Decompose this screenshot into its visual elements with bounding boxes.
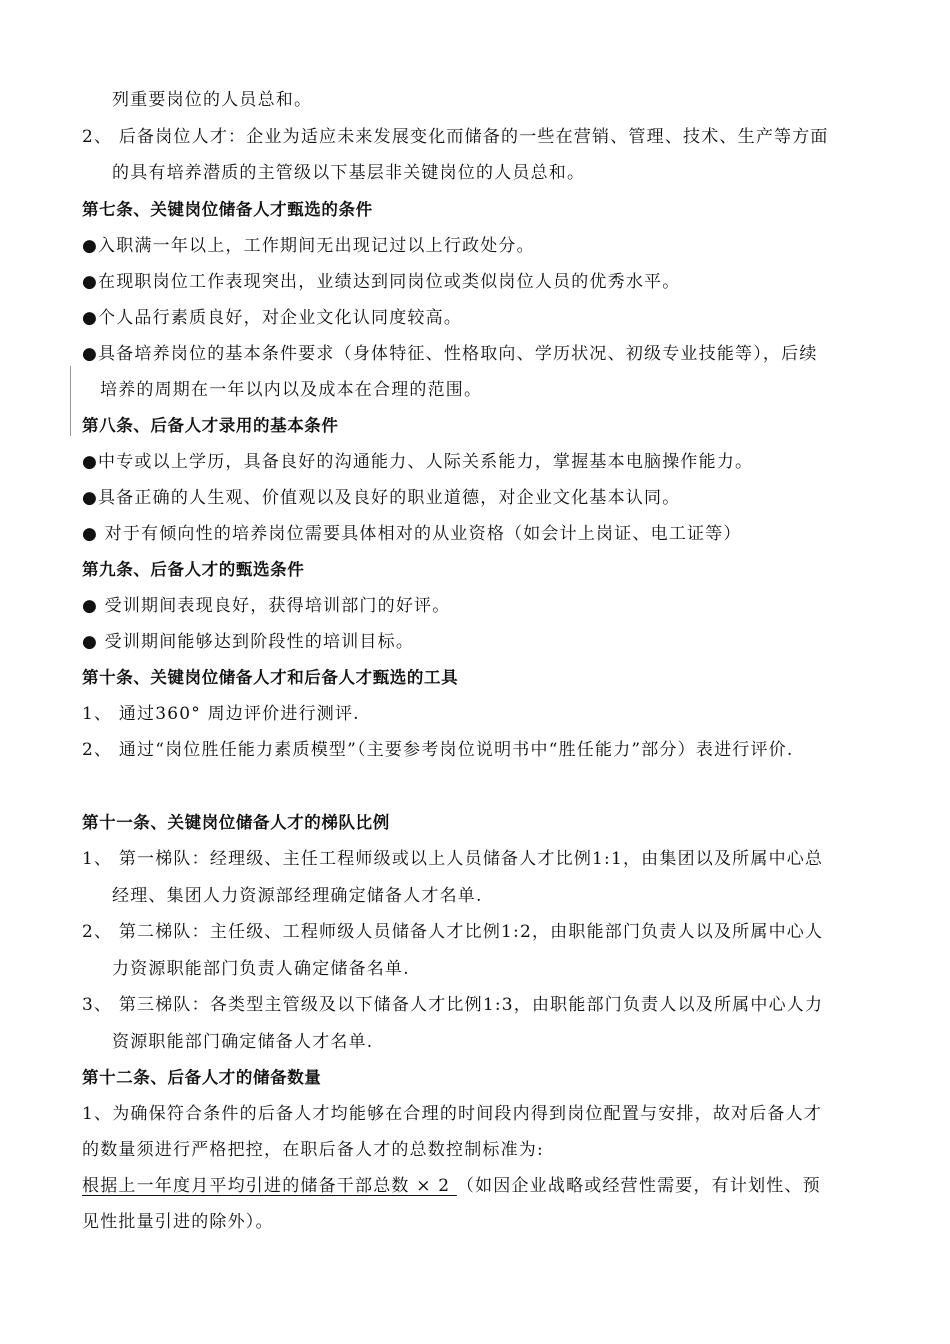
text-line: 的数量须进行严格把控，在职后备人才的总数控制标准为: bbox=[82, 1140, 544, 1160]
bullet-item: ●个人品行素质良好，对企业文化认同度较高。 bbox=[82, 308, 463, 328]
margin-mark bbox=[70, 366, 71, 436]
bullet-item: ● 对于有倾向性的培养岗位需要具体相对的从业资格（如会计上岗证、电工证等） bbox=[82, 524, 742, 544]
text-line: 力资源职能部门负责人确定储备名单. bbox=[112, 959, 410, 979]
list-item: 2、 后备岗位人才：企业为适应未来发展变化而储备的一些在营销、管理、技术、生产等方面 bbox=[82, 127, 829, 147]
quota-formula: 根据上一年度月平均引进的储备干部总数 × 2 bbox=[82, 1176, 457, 1196]
section-heading: 第九条、后备人才的甄选条件 bbox=[82, 560, 305, 579]
text-line: 见性批量引进的除外）。 bbox=[82, 1212, 274, 1232]
text-line: 培养的周期在一年以内以及成本在合理的范围。 bbox=[100, 380, 483, 400]
list-item: 2、 通过“岗位胜任能力素质模型”（主要参考岗位说明书中“胜任能力”部分）表进行评价. bbox=[82, 740, 794, 760]
text-line: 1、为确保符合条件的后备人才均能够在合理的时间段内得到岗位配置与安排，故对后备人才 bbox=[82, 1104, 823, 1124]
bullet-item: ●具备培养岗位的基本条件要求（身体特征、性格取向、学历状况、初级专业技能等），后续 bbox=[82, 344, 818, 364]
text-line: 资源职能部门确定储备人才名单. bbox=[112, 1032, 374, 1052]
bullet-item: ● 受训期间能够达到阶段性的培训目标。 bbox=[82, 632, 415, 652]
quota-note: （如因企业战略或经营性需要，有计划性、预 bbox=[456, 1176, 821, 1196]
section-heading: 第十条、关键岗位储备人才和后备人才甄选的工具 bbox=[82, 668, 459, 687]
text-line: 的具有培养潜质的主管级以下基层非关键岗位的人员总和。 bbox=[112, 163, 586, 183]
bullet-item: ●具备正确的人生观、价值观以及良好的职业道德，对企业文化基本认同。 bbox=[82, 488, 681, 508]
bullet-item: ● 受训期间表现良好，获得培训部门的好评。 bbox=[82, 596, 451, 616]
list-item: 2、 第二梯队：主任级、工程师级人员储备人才比例1:2，由职能部门负责人以及所属中心人 bbox=[82, 922, 824, 942]
bullet-item: ●中专或以上学历，具备良好的沟通能力、人际关系能力，掌握基本电脑操作能力。 bbox=[82, 452, 754, 472]
section-heading: 第八条、后备人才录用的基本条件 bbox=[82, 416, 339, 435]
list-item: 1、 通过360° 周边评价进行测评. bbox=[82, 704, 360, 724]
section-heading: 第七条、关键岗位储备人才甄选的条件 bbox=[82, 200, 373, 219]
text-line: 经理、集团人力资源部经理确定储备人才名单. bbox=[112, 886, 483, 906]
section-heading: 第十一条、关键岗位储备人才的梯队比例 bbox=[82, 813, 390, 832]
bullet-item: ●在现职岗位工作表现突出，业绩达到同岗位或类似岗位人员的优秀水平。 bbox=[82, 272, 681, 292]
formula-line bbox=[82, 1174, 821, 1198]
text-line: 列重要岗位的人员总和。 bbox=[112, 90, 313, 110]
list-item: 3、 第三梯队：各类型主管级及以下储备人才比例1:3，由职能部门负责人以及所属中心人力 bbox=[82, 995, 824, 1015]
section-heading: 第十二条、后备人才的储备数量 bbox=[82, 1068, 322, 1087]
list-item: 1、 第一梯队：经理级、主任工程师级或以上人员储备人才比例1:1，由集团以及所属中心总 bbox=[82, 849, 824, 869]
bullet-item: ●入职满一年以上，工作期间无出现记过以上行政处分。 bbox=[82, 236, 535, 256]
